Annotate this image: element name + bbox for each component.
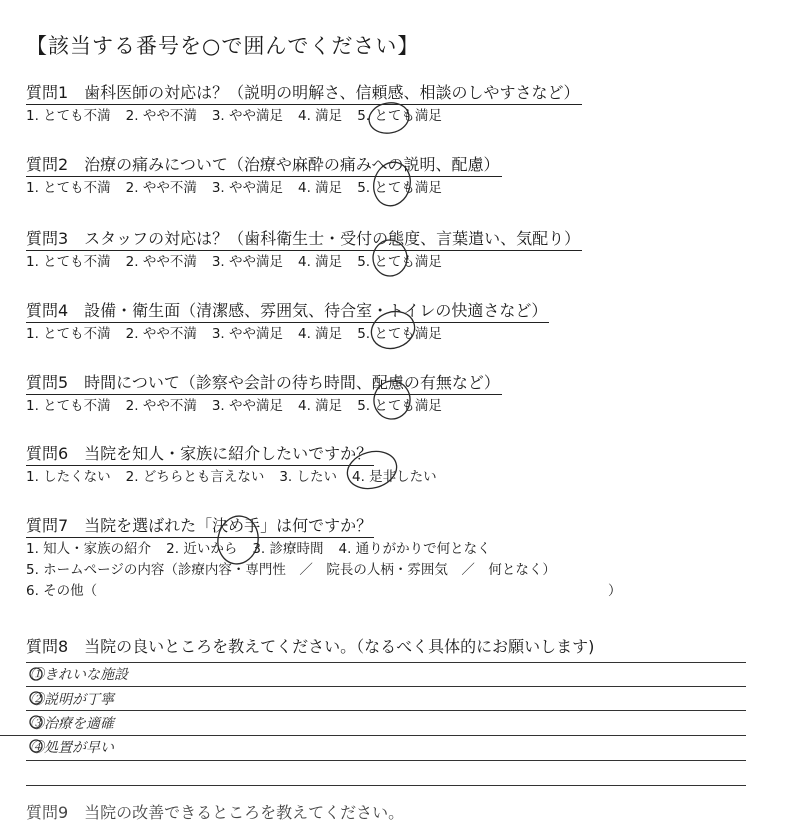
- handwritten-answer-2: ②説明が丁寧: [30, 692, 114, 708]
- option[interactable]: 2. やや不満: [125, 398, 197, 414]
- option[interactable]: 2. やや不満: [125, 254, 197, 270]
- other-close-paren: ）: [608, 583, 622, 599]
- option[interactable]: 3. やや満足: [211, 254, 284, 270]
- option[interactable]: 3. 診療時間: [252, 541, 324, 557]
- option[interactable]: 5. とても満足: [357, 254, 442, 270]
- question-1: [26, 82, 582, 126]
- option[interactable]: 5. とても満足: [357, 398, 442, 414]
- question-6-title: 質問6 当院を知人・家族に紹介したいですか？: [26, 443, 374, 466]
- option[interactable]: 1. したくない: [26, 469, 111, 485]
- option-selected[interactable]: 4. 満足: [298, 326, 343, 342]
- question-9-title-cut: 質問9 当院の改善できるところを教えてください。: [26, 803, 405, 822]
- question-5-title: 質問5 時間について（診察や会計の待ち時間、配慮の有無など）: [26, 372, 502, 395]
- question-7-title: 質問7 当院を選ばれた「決め手」は何ですか？: [26, 515, 374, 538]
- question-8-title: 質問8 当院の良いところを教えてください。（なるべく具体的にお願いします): [26, 637, 595, 656]
- option[interactable]: 3. やや満足: [211, 326, 284, 342]
- handwritten-answer-3: ③治療を適確: [30, 716, 114, 732]
- option[interactable]: 2. やや不満: [125, 180, 197, 196]
- question-7-options-row1: [26, 539, 626, 559]
- page-title: 【該当する番号を○で囲んでください】: [26, 34, 420, 58]
- option[interactable]: 1. とても不満: [26, 254, 111, 270]
- answer-line: [0, 735, 746, 736]
- question-7-options-row2[interactable]: 5. ホームページの内容（診療内容・専門性 ／ 院長の人柄・雰囲気 ／ 何となく）: [26, 562, 556, 578]
- question-8: [26, 636, 596, 658]
- question-3: [26, 228, 582, 272]
- handwritten-answer-4: ④処置が早い: [30, 740, 114, 756]
- option-selected[interactable]: 4. 満足: [298, 108, 343, 124]
- option[interactable]: 2. やや不満: [125, 326, 197, 342]
- option-selected[interactable]: 4. 満足: [298, 254, 343, 270]
- option[interactable]: 5. とても満足: [357, 326, 442, 342]
- option-selected[interactable]: 4. 満足: [298, 398, 343, 414]
- question-2-title: 質問2 治療の痛みについて（治療や麻酔の痛みへの説明、配慮）: [26, 154, 502, 177]
- question-2: [26, 154, 502, 198]
- question-5: [26, 372, 502, 416]
- answer-line: [26, 760, 746, 761]
- option[interactable]: 3. やや満足: [211, 398, 284, 414]
- other-label[interactable]: 6. その他（: [26, 583, 98, 599]
- option[interactable]: 1. とても不満: [26, 108, 111, 124]
- option[interactable]: 5. とても満足: [357, 180, 442, 196]
- option[interactable]: 4. 是非したい: [352, 469, 437, 485]
- option[interactable]: 1. とても不満: [26, 326, 111, 342]
- question-4: [26, 300, 549, 344]
- option[interactable]: 5. とても満足: [357, 108, 442, 124]
- question-6-options: [26, 467, 452, 487]
- question-1-title: 質問1 歯科医師の対応は？（説明の明解さ、信頼感、相談のしやすさなど）: [26, 82, 582, 105]
- option[interactable]: 1. 知人・家族の紹介: [26, 541, 152, 557]
- question-3-title: 質問3 スタッフの対応は？（歯科衛生士・受付の態度、言葉遣い、気配り）: [26, 228, 582, 251]
- option-selected[interactable]: 2. 近いから: [166, 541, 238, 557]
- answer-line: [26, 686, 746, 687]
- question-4-title: 質問4 設備・衛生面（清潔感、雰囲気、待合室・トイレの快適さなど）: [26, 300, 549, 323]
- question-7-options-row3: [26, 581, 626, 601]
- option[interactable]: 4. 通りがかりで何となく: [338, 541, 491, 557]
- question-4-options: [26, 324, 549, 344]
- question-7: [26, 515, 626, 601]
- handwritten-answer-1: ①きれいな施設: [30, 667, 128, 683]
- option[interactable]: 1. とても不満: [26, 398, 111, 414]
- option[interactable]: 2. どちらとも言えない: [125, 469, 265, 485]
- question-5-options: [26, 396, 502, 416]
- question-2-options: [26, 178, 502, 198]
- question-3-options: [26, 252, 582, 272]
- option-selected[interactable]: 4. 満足: [298, 180, 343, 196]
- option[interactable]: 2. やや不満: [125, 108, 197, 124]
- answer-line: [26, 710, 746, 711]
- answer-line: [26, 662, 746, 663]
- option[interactable]: 3. やや満足: [211, 180, 284, 196]
- question-6: [26, 443, 452, 487]
- question-1-options: [26, 106, 582, 126]
- option[interactable]: 3. やや満足: [211, 108, 284, 124]
- option-selected[interactable]: 3. したい: [279, 469, 338, 485]
- option[interactable]: 1. とても不満: [26, 180, 111, 196]
- answer-line: [26, 785, 746, 786]
